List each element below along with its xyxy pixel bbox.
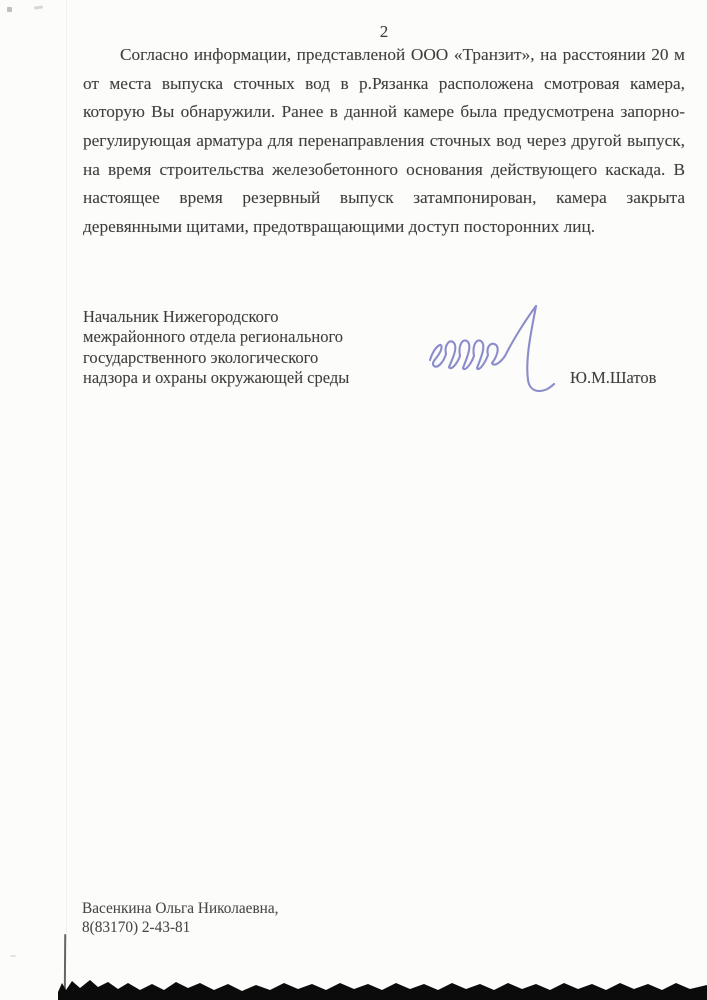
footer-contact <box>82 900 278 937</box>
handwritten-signature-ink <box>408 298 573 410</box>
signature-title-line: Начальник Нижегородского <box>83 307 279 326</box>
scan-speck <box>7 7 12 12</box>
body-paragraph <box>83 41 685 242</box>
contact-phone: 8(83170) 2-43-81 <box>82 918 191 936</box>
signature-title-line: государственного экологического <box>83 347 319 367</box>
paragraph-line: настоящее время резервный выпуск затампонирован, камера закрыта <box>83 188 685 208</box>
scan-fold-line-faint <box>66 0 67 940</box>
paragraph-line: которую Вы обнаружили. Ранее в данной камере была предусмотрена запорно- <box>83 102 685 122</box>
paragraph-line: Согласно информации, представленой ООО «Транзит», на расстоянии 20 м <box>120 45 685 64</box>
paragraph-line: на время строительства железобетонного основания действующего каскада. В <box>83 159 685 179</box>
contact-name: Васенкина Ольга Николаевна, <box>82 900 279 917</box>
signature-title-line: межрайонного отдела регионального <box>83 327 344 347</box>
scan-speck <box>10 955 16 957</box>
scan-speck <box>34 5 43 9</box>
signature-title-line: надзора и охраны окружающей среды <box>83 368 350 388</box>
paragraph-line: от места выпуска сточных вод в р.Рязанка расположена смотровая камера, <box>83 73 685 93</box>
signature-title <box>83 307 403 389</box>
page-number: 2 <box>379 22 389 41</box>
signer-name: Ю.М.Шатов <box>570 368 657 387</box>
paragraph-line: деревянными щитами, предотвращающими доступ посторонних лиц. <box>83 217 596 237</box>
paragraph-line: регулирующая арматура для перенаправления сточных вод через другой выпуск, <box>83 131 685 151</box>
scan-edge-band <box>0 978 707 1000</box>
